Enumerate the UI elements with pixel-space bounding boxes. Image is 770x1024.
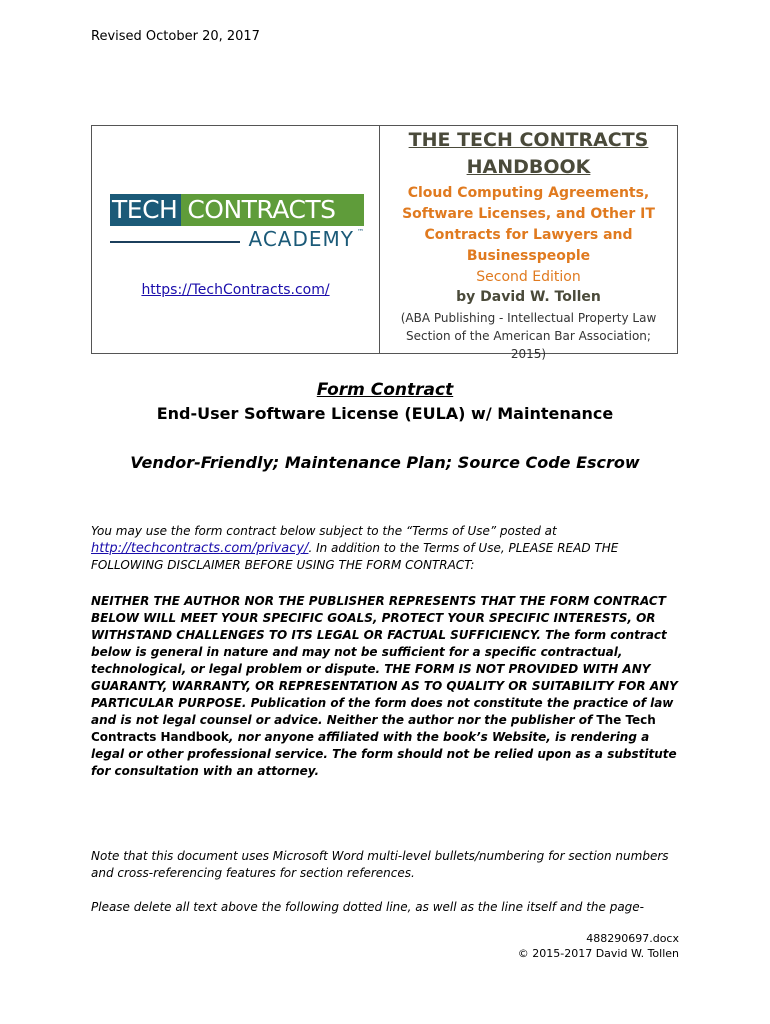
tech-contracts-academy-logo — [110, 194, 364, 250]
book-subtitle-line-3: Contracts for Lawyers and — [424, 227, 633, 243]
book-subtitle-line-4: Businesspeople — [466, 248, 591, 264]
disclaimer-part-2: , nor anyone affiliated with the book’s Website, is rendering a legal or other professional service. The form should not be relied upon as a substitute for consultation with an attorney. — [91, 730, 677, 778]
revised-date: Revised October 20, 2017 — [91, 29, 260, 44]
delete-instructions-note: Please delete all text above the following dotted line, as well as the line itself and the page- — [91, 900, 645, 914]
techcontracts-site-link[interactable]: https://TechContracts.com/ — [141, 282, 330, 298]
terms-intro-text: You may use the form contract below subject to the “Terms of Use” posted at — [91, 524, 557, 538]
page-footer — [518, 931, 679, 961]
logo-wordmark — [110, 194, 364, 226]
disclaimer-part-1: NEITHER THE AUTHOR NOR THE PUBLISHER REPRESENTS THAT THE FORM CONTRACT BELOW WILL MEET YOUR SPECIFIC GOALS, PROTECT YOUR SPECIFIC INTERESTS, OR WITHSTAND CHALLENGES TO ITS LEGAL OR FACTUAL SUFFICIENCY. The form contract below is general in nature and may not be sufficient for a specific contractual, technological, or legal problem or dispute. THE FORM IS NOT PROVIDED WITH ANY GUARANTY, WARRANTY, OR REPRESENTATION AS TO QUALITY OR SUITABILITY FOR ANY PARTICULAR PURPOSE. Publication of the form does not constitute the practice of law and is not legal counsel or advice. Neither the author nor the publisher of — [91, 594, 678, 727]
logo-trademark: ™ — [357, 228, 364, 236]
book-edition: Second Edition — [476, 269, 581, 285]
book-subtitle — [380, 183, 677, 267]
logo-tech-text: TECH — [110, 194, 181, 226]
footer-copyright: © 2015-2017 David W. Tollen — [517, 947, 679, 960]
privacy-link[interactable]: http://techcontracts.com/privacy/ — [91, 541, 309, 556]
book-publisher — [380, 307, 677, 363]
logo-underline — [110, 241, 240, 243]
book-publisher-line-1: (ABA Publishing - Intellectual Property Law — [400, 311, 657, 325]
form-subtitle: End-User Software License (EULA) w/ Maintenance — [156, 404, 614, 423]
header-book-cell — [380, 126, 677, 361]
header-logo-cell — [92, 126, 380, 353]
book-title-line-2: HANDBOOK — [466, 156, 591, 178]
logo-academy-row — [110, 228, 364, 250]
book-publisher-line-2: Section of the American Bar Association; — [406, 329, 651, 343]
disclaimer-book-name: The Tech Contracts Handbook — [91, 713, 656, 744]
footer-filename: 488290697.docx — [586, 932, 679, 945]
form-tagline: Vendor-Friendly; Maintenance Plan; Source Code Escrow — [130, 453, 640, 472]
header-table — [91, 125, 678, 361]
book-publisher-line-3: 2015) — [510, 347, 547, 361]
book-title-line-1: THE TECH CONTRACTS — [408, 129, 649, 151]
logo-contracts-text: CONTRACTS — [181, 194, 364, 226]
terms-of-use-paragraph — [91, 523, 681, 574]
book-subtitle-line-1: Cloud Computing Agreements, — [407, 185, 650, 201]
form-title: Form Contract — [316, 380, 454, 400]
book-subtitle-line-2: Software Licenses, and Other IT — [402, 206, 655, 222]
numbering-note: Note that this document uses Microsoft Word multi-level bullets/numbering for section numbers and cross-referencing features for section references. — [91, 849, 669, 880]
disclaimer-paragraph — [91, 593, 681, 780]
terms-after-link-text: . In addition to the Terms of Use, PLEASE READ THE FOLLOWING DISCLAIMER BEFORE USING THE FORM CONTRACT: — [91, 541, 619, 572]
book-author: by David W. Tollen — [456, 289, 601, 305]
book-title — [380, 127, 677, 181]
logo-academy-text: ACADEMY — [248, 227, 354, 251]
